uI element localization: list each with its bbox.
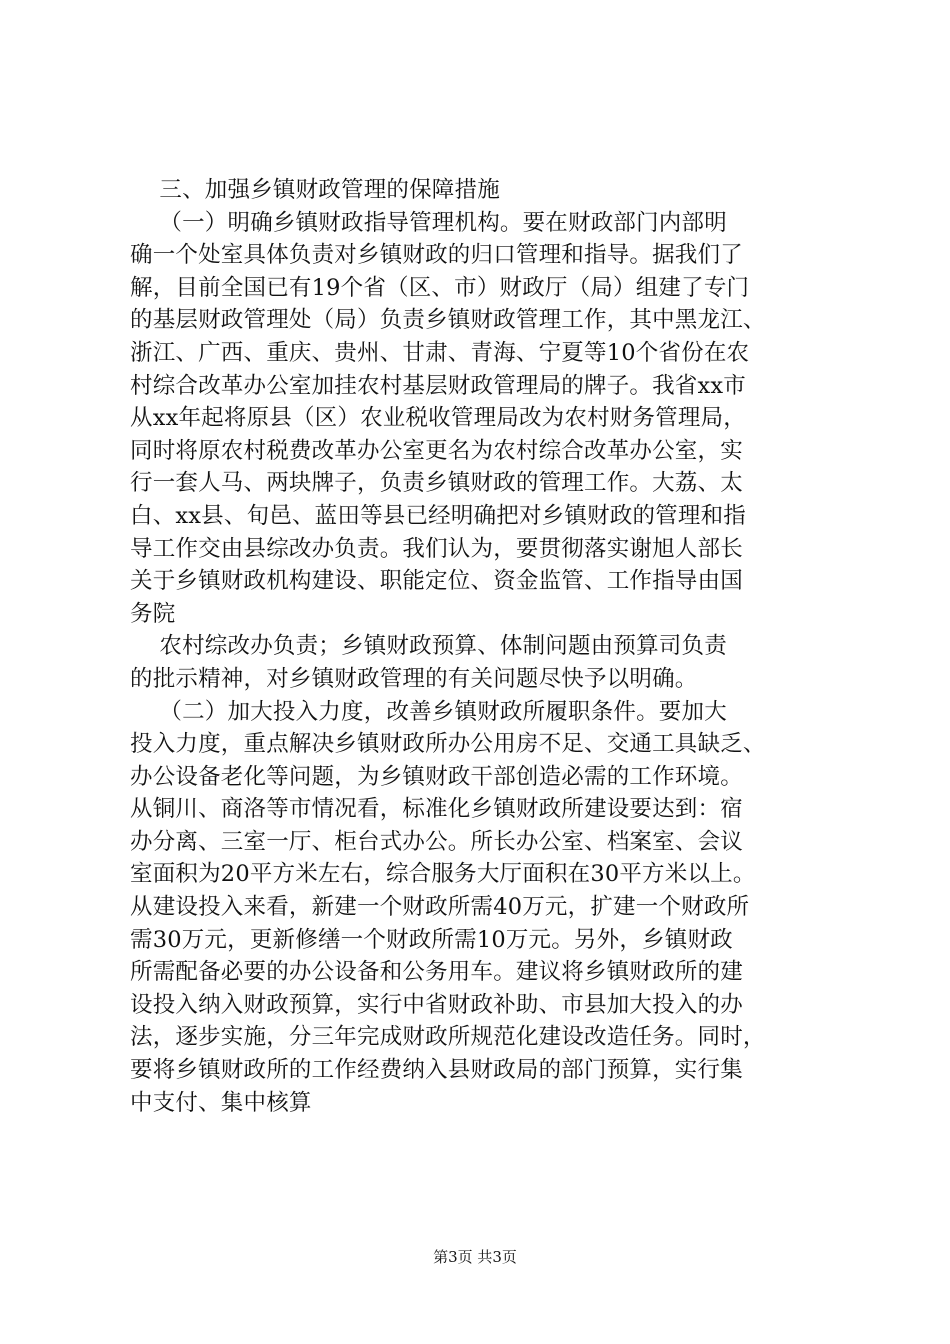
text-line: 需30万元，更新修缮一个财政所需10万元。另外，乡镇财政 [130, 926, 733, 953]
text-line: 从xx年起将原县（区）农业税收管理局改为农村财务管理局， [130, 405, 746, 432]
text-line: 设投入纳入财政预算，实行中省财政补助、市县加大投入的办 [130, 991, 743, 1018]
text-line: 办分离、三室一厅、柜台式办公。所长办公室、档案室、会议 [130, 828, 743, 855]
text-line: （二）加大投入力度，改善乡镇财政所履职条件。要加大 [130, 698, 727, 725]
text-line: 白、xx县、旬邑、蓝田等县已经明确把对乡镇财政的管理和指 [130, 502, 746, 529]
text-line: 行一套人马、两块牌子，负责乡镇财政的管理工作。大荔、太 [130, 470, 743, 497]
text-line: 的批示精神，对乡镇财政管理的有关问题尽快予以明确。 [130, 665, 698, 692]
text-line: 从铜川、商洛等市情况看，标准化乡镇财政所建设要达到：宿 [130, 796, 743, 823]
text-line: （一）明确乡镇财政指导管理机构。要在财政部门内部明 [130, 209, 727, 236]
text-line: 的基层财政管理处（局）负责乡镇财政管理工作，其中黑龙江、 [130, 307, 766, 334]
text-line: 村综合改革办公室加挂农村基层财政管理局的牌子。我省xx市 [130, 372, 746, 399]
text-line: 关于乡镇财政机构建设、职能定位、资金监管、工作指导由国 [130, 568, 743, 595]
text-line: 导工作交由县综改办负责。我们认为，要贯彻落实谢旭人部长 [130, 535, 743, 562]
page-footer: 第3页 共3页 [433, 1248, 517, 1266]
text-line: 所需配备必要的办公设备和公务用车。建议将乡镇财政所的建 [130, 959, 743, 986]
text-line: 农村综改办负责；乡镇财政预算、体制问题由预算司负责 [130, 633, 727, 660]
text-line: 室面积为20平方米左右，综合服务大厅面积在30平方米以上。 [130, 861, 756, 888]
text-line: 要将乡镇财政所的工作经费纳入县财政局的部门预算，实行集 [130, 1057, 743, 1084]
text-line: 确一个处室具体负责对乡镇财政的归口管理和指导。据我们了 [130, 242, 743, 269]
text-line: 办公设备老化等问题，为乡镇财政干部创造必需的工作环境。 [130, 763, 743, 790]
text-line: 投入力度，重点解决乡镇财政所办公用房不足、交通工具缺乏、 [130, 731, 766, 758]
text-line: 三、加强乡镇财政管理的保障措施 [130, 177, 500, 203]
text-line: 解，目前全国已有19个省（区、市）财政厅（局）组建了专门 [130, 274, 750, 301]
text-line: 法，逐步实施，分三年完成财政所规范化建设改造任务。同时， [130, 1024, 766, 1051]
text-line: 从建设投入来看，新建一个财政所需40万元，扩建一个财政所 [130, 894, 750, 921]
body-text [130, 174, 840, 1119]
text-line: 中支付、集中核算 [130, 1089, 312, 1116]
text-line: 务院 [130, 600, 176, 627]
text-line: 同时将原农村税费改革办公室更名为农村综合改革办公室，实 [130, 437, 743, 464]
text-line: 浙江、广西、重庆、贵州、甘肃、青海、宁夏等10个省份在农 [130, 339, 750, 366]
